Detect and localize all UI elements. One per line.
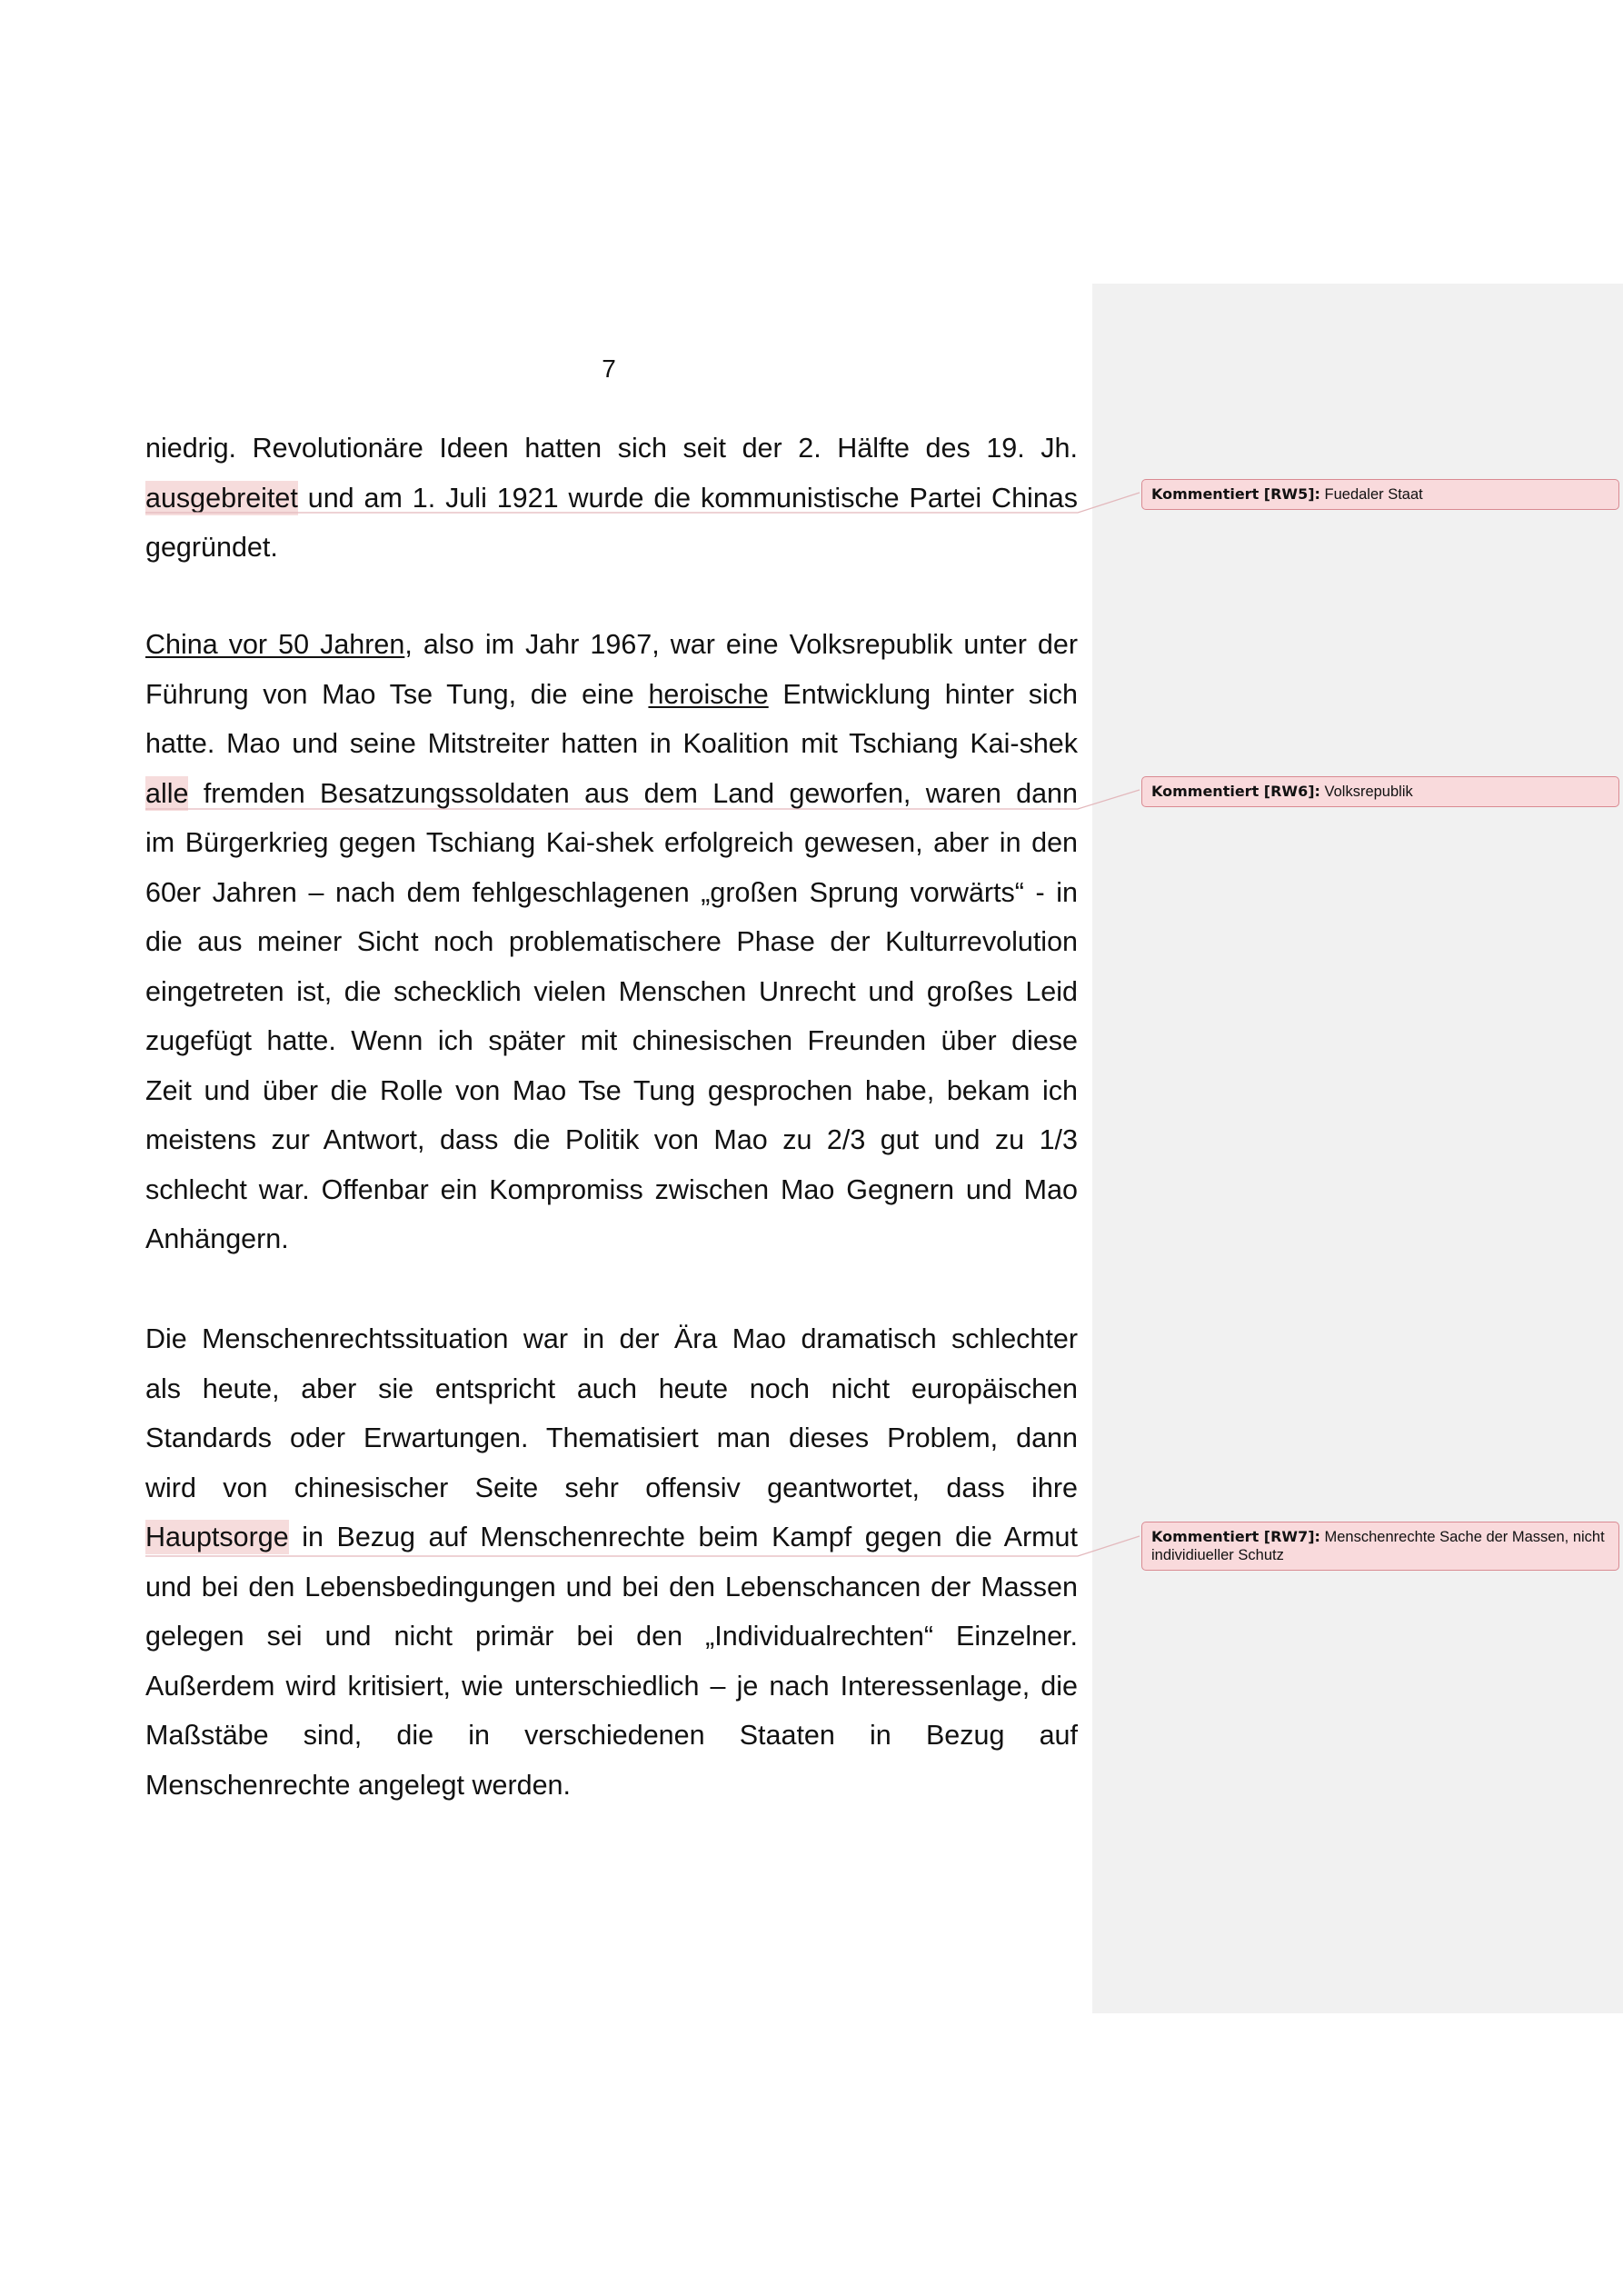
text-line: [145, 1512, 1078, 1562]
comment-label: Kommentiert [RW7]:: [1151, 1528, 1320, 1545]
text-run: Die Menschenrechtssituation war in der Ära Mao dramatisch schlechter: [145, 1323, 1078, 1354]
text-run: Anhängern.: [145, 1223, 289, 1254]
text-line: [145, 967, 1078, 1017]
text-line: [145, 424, 1078, 474]
comment-label: Kommentiert [RW5]:: [1151, 485, 1320, 503]
text-line: [145, 719, 1078, 769]
text-line: [145, 474, 1078, 524]
text-run: zugefügt hatte. Wenn ich später mit chinesischen Freunden über diese: [145, 1025, 1078, 1056]
comment-text: Volksrepublik: [1324, 784, 1413, 800]
text-run: und am 1. Juli 1921 wurde die kommunistische Partei Chinas: [297, 482, 1078, 514]
comment-label: Kommentiert [RW6]:: [1151, 783, 1320, 800]
text-run: gelegen sei und nicht primär bei den „Individualrechten“ Einzelner.: [145, 1621, 1078, 1652]
page-number: 7: [602, 354, 616, 383]
text-line: [145, 1016, 1078, 1066]
text-run: niedrig. Revolutionäre Ideen hatten sich seit der 2. Hälfte des 19. Jh.: [145, 433, 1078, 464]
text-line: [145, 1364, 1078, 1414]
paragraph-1: [145, 424, 1078, 573]
text-line: [145, 818, 1078, 868]
underlined-text: China vor 50 Jahren: [145, 629, 405, 660]
text-line: [145, 1115, 1078, 1165]
commented-text[interactable]: alle: [145, 777, 189, 809]
commented-text[interactable]: ausgebreitet: [145, 482, 298, 514]
text-run: in Bezug auf Menschenrechte beim Kampf gegen die Armut: [288, 1522, 1078, 1552]
text-run: meistens zur Antwort, dass die Politik von Mao zu 2/3 gut und zu 1/3: [145, 1124, 1078, 1155]
comment-rw5[interactable]: [1141, 479, 1619, 510]
text-run: Führung von Mao Tse Tung, die eine: [145, 678, 649, 710]
text-run: Entwicklung hinter sich: [768, 678, 1078, 710]
text-run: 60er Jahren – nach dem fehlgeschlagenen „großen Sprung vorwärts“ - in: [145, 876, 1078, 908]
text-line: [145, 620, 1078, 670]
text-run: im Bürgerkrieg gegen Tschiang Kai-shek erfolgreich gewesen, aber in den: [145, 827, 1078, 858]
text-run: die aus meiner Sicht noch problematischere Phase der Kulturrevolution: [145, 926, 1078, 957]
text-line: [145, 1165, 1078, 1215]
text-run: schlecht war. Offenbar ein Kompromiss zwischen Mao Gegnern und Mao: [145, 1173, 1078, 1205]
text-run: Standards oder Erwartungen. Thematisiert man dieses Problem, dann: [145, 1423, 1078, 1453]
text-line: [145, 1761, 1078, 1811]
text-line: [145, 1612, 1078, 1662]
text-run: als heute, aber sie entspricht auch heute noch nicht europäischen: [145, 1373, 1078, 1404]
text-run: eingetreten ist, die schecklich vielen Menschen Unrecht und großes Leid: [145, 975, 1078, 1007]
text-line: [145, 1711, 1078, 1761]
paragraph-3: [145, 1314, 1078, 1810]
comment-margin-pane: [1092, 284, 1623, 2013]
commented-text[interactable]: Hauptsorge: [145, 1522, 289, 1552]
underlined-text: heroische: [648, 678, 769, 710]
text-line: [145, 1562, 1078, 1612]
comment-text: Fuedaler Staat: [1324, 486, 1423, 503]
text-run: und bei den Lebensbedingungen und bei den Lebenschancen der Massen: [145, 1571, 1078, 1602]
text-run: gegründet.: [145, 532, 278, 563]
text-run: Menschenrechte angelegt werden.: [145, 1769, 571, 1801]
text-run: wird von chinesischer Seite sehr offensiv geantwortet, dass ihre: [145, 1472, 1078, 1503]
paragraph-2: [145, 620, 1078, 1264]
text-line: [145, 1463, 1078, 1513]
text-run: hatte. Mao und seine Mitstreiter hatten in Koalition mit Tschiang Kai-shek: [145, 728, 1078, 759]
comment-rw7[interactable]: [1141, 1522, 1619, 1571]
text-line: [145, 868, 1078, 918]
text-line: [145, 1662, 1078, 1712]
text-line: [145, 1066, 1078, 1116]
text-run: Maßstäbe sind, die in verschiedenen Staaten in Bezug auf: [145, 1720, 1078, 1751]
text-run: , also im Jahr 1967, war eine Volksrepublik unter der: [404, 629, 1078, 660]
text-line: [145, 670, 1078, 720]
comment-rw6[interactable]: [1141, 776, 1619, 807]
text-line: [145, 1413, 1078, 1463]
text-line: [145, 523, 1078, 573]
text-line: [145, 1314, 1078, 1364]
text-run: Außerdem wird kritisiert, wie unterschiedlich – je nach Interessenlage, die: [145, 1670, 1078, 1702]
text-run: Zeit und über die Rolle von Mao Tse Tung gesprochen habe, bekam ich: [145, 1074, 1078, 1106]
text-line: [145, 1214, 1078, 1264]
text-line: [145, 769, 1078, 819]
comment-text: Menschenrechte Sache der Massen, nicht individiueller Schutz: [1151, 1529, 1605, 1563]
text-run: fremden Besatzungssoldaten aus dem Land geworfen, waren dann: [188, 777, 1078, 809]
text-line: [145, 917, 1078, 967]
